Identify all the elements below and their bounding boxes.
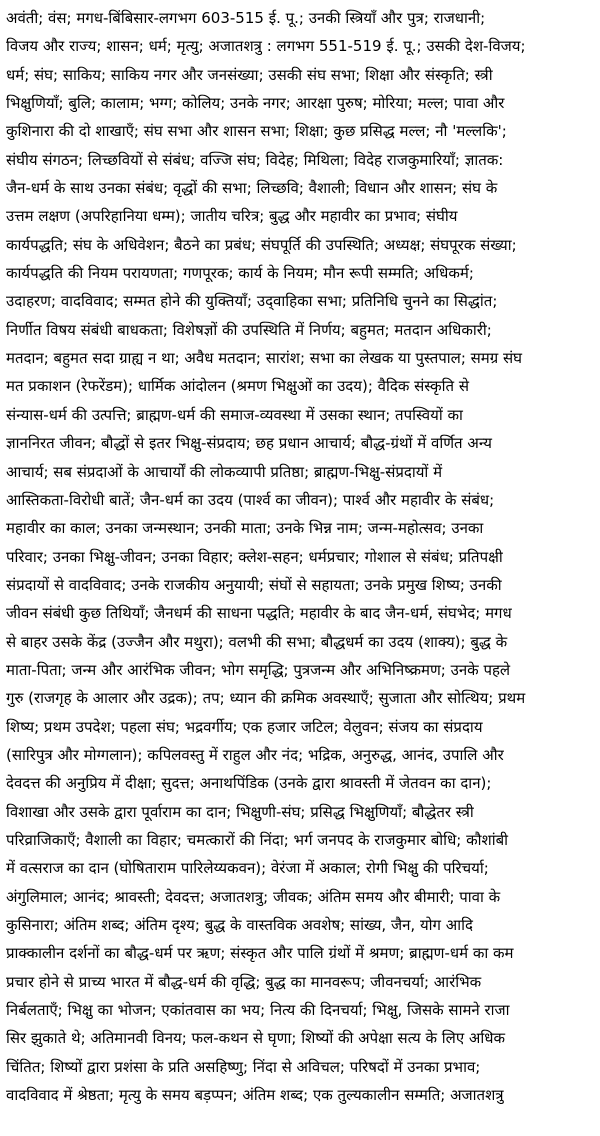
text-line: अवंती; वंस; मगध-बिंबिसार-लगभग 603-515 ई. पू.; उनकी स्त्रियाँ और पुत्र; राजधानी; [6, 9, 486, 27]
text-line: संप्रदायों से वादविवाद; उनके राजकीय अनुयायी; संघों से सहायता; उनके प्रमुख शिष्य; उनकी [6, 575, 502, 594]
text-line: प्राक्कालीन दर्शनों का बौद्ध-धर्म पर ऋण; संस्कृत और पालि ग्रंथों में श्रमण; ब्राह्मण-धर्म का कम [6, 944, 514, 963]
text-line: आचार्य; सब संप्रदाओं के आचार्यों की लोकव्यापी प्रतिष्ठा; ब्राह्मण-भिक्षु-संप्रदायों में [6, 462, 443, 481]
text-line: (सारिपुत्र और मोग्गलान); कपिलवस्तु में राहुल और नंद; भद्रिक, अनुरुद्ध, आनंद, उपालि और [6, 745, 504, 764]
text-line: धर्म; संघ; साकिय; साकिय नगर और जनसंख्या; उसकी संघ सभा; शिक्षा और संस्कृति; स्त्री [6, 65, 493, 84]
text-line: मतदान; बहुमत सदा ग्राह्य न था; अवैध मतदान; सारांश; सभा का लेखक या पुस्तपाल; समग्र संघ [6, 349, 523, 368]
text-line: निर्णीत विषय संबंधी बाधकता; विशेषज्ञों की उपस्थिति में निर्णय; बहुमत; मतदान अधिकारी; [6, 320, 492, 339]
text-line: कुशिनारा की दो शाखाएँ; संघ सभा और शासन सभा; शिक्षा; कुछ प्रसिद्ध मल्ल; नौ 'मल्लकि'; [6, 122, 507, 141]
text-line: आस्तिकता-विरोधी बातें; जैन-धर्म का उदय (पार्श्व का जीवन); पार्श्व और महावीर के संबंध; [6, 490, 495, 509]
text-line: महावीर का काल; उनका जन्मस्थान; उनकी माता; उनके भिन्न नाम; जन्म-महोत्सव; उनका [6, 519, 484, 538]
text-line: संन्यास-धर्म की उत्पत्ति; ब्राह्मण-धर्म की समाज-व्यवस्था में उसका स्थान; तपस्वियों का [6, 405, 463, 424]
text-line: देवदत्त की अनुप्रिय में दीक्षा; सुदत्त; अनाथपिंडिक (उनके द्वारा श्रावस्ती में जेतवन का दान); [6, 774, 492, 793]
body-text [6, 4, 594, 1109]
text-line: वादविवाद में श्रेष्ठता; मृत्यु के समय बड़प्पन; अंतिम शब्द; एक तुल्यकालीन सम्मति; अजातशत्रु [6, 1086, 504, 1105]
text-line: विशाखा और उसके द्वारा पूर्वाराम का दान; भिक्षुणी-संघ; प्रसिद्ध भिक्षुणियाँ; बौद्धेतर स्त्री [6, 802, 474, 821]
text-line: से बाहर उसके केंद्र (उज्जैन और मथुरा); वलभी की सभा; बौद्धधर्म का उदय (शाक्य); बुद्ध के [6, 632, 508, 651]
text-line: संघीय संगठन; लिच्छवियों से संबंध; वज्जि संघ; विदेह; मिथिला; विदेह राजकुमारियाँ; ज्ञातक: [6, 150, 504, 169]
text-line: चिंतित; शिष्यों द्वारा प्रशंसा के प्रति असहिष्णु; निंदा से अविचल; परिषदों में उनका प्रभाव; [6, 1057, 481, 1076]
text-line: अंगुलिमाल; आनंद; श्रावस्ती; देवदत्त; अजातशत्रु; जीवक; अंतिम समय और बीमारी; पावा के [6, 887, 501, 906]
text-line: जीवन संबंधी कुछ तिथियाँ; जैनधर्म की साधना पद्धति; महावीर के बाद जैन-धर्म, संघभेद; मगध [6, 604, 512, 623]
text-line: उत्तम लक्षण (अपरिहानिया धम्म); जातीय चरित्र; बुद्ध और महावीर का प्रभाव; संघीय [6, 207, 458, 226]
text-line: शिष्य; प्रथम उपदेश; पहला संघ; भद्रवर्गीय; एक हजार जटिल; वेलुवन; संजय का संप्रदाय [6, 717, 483, 736]
text-line: उदाहरण; वादविवाद; सम्मत होने की युक्तियाँ; उद्‌वाहिका सभा; प्रतिनिधि चुनने का सिद्धांत; [6, 292, 498, 311]
text-line: मत प्रकाशन (रेफरेंडम); धार्मिक आंदोलन (श्रमण भिक्षुओं का उदय); वैदिक संस्कृति से [6, 377, 469, 396]
text-line: कार्यपद्धति; संघ के अधिवेशन; बैठने का प्रबंध; संघपूर्ति की उपस्थिति; अध्यक्ष; संघपूरक संख्या; [6, 235, 517, 254]
text-line: में वत्सराज का दान (घोषिताराम पारिलेय्यकवन); वेरंजा में अकाल; रोगी भिक्षु की परिचर्या; [6, 859, 489, 878]
text-line: निर्बलताएँ; भिक्षु का भोजन; एकांतवास का भय; नित्य की दिनचर्या; भिक्षु, जिसके सामने राजा [6, 1001, 510, 1020]
text-line: जैन-धर्म के साथ उनका संबंध; वृद्धों की सभा; लिच्छवि; वैशाली; विधान और शासन; संघ के [6, 179, 498, 198]
text-line: ज्ञाननिरत जीवन; बौद्धों से इतर भिक्षु-संप्रदाय; छह प्रधान आचार्य; बौद्ध-ग्रंथों में वर्णित अन्य [6, 434, 492, 453]
text-line: विजय और राज्य; शासन; धर्म; मृत्यु; अजातशत्रु : लगभग 551-519 ई. पू.; उसकी देश-विजय; [6, 37, 526, 56]
text-line: माता-पिता; जन्म और आरंभिक जीवन; भोग समृद्धि; पुत्रजन्म और अभिनिष्क्रमण; उनके पहले [6, 660, 511, 679]
text-line: सिर झुकाते थे; अतिमानवी विनय; फल-कथन से घृणा; शिष्यों की अपेक्षा सत्य के लिए अधिक [6, 1029, 505, 1048]
text-line: कार्यपद्धति की नियम परायणता; गणपूरक; कार्य के नियम; मौन रूपी सम्मति; अधिकर्म; [6, 264, 474, 283]
text-line: गुरु (राजगृह के आलार और उद्रक); तप; ध्यान की क्रमिक अवस्थाएँ; सुजाता और सोत्थिय; प्रथम [6, 689, 526, 708]
text-line: कुसिनारा; अंतिम शब्द; अंतिम दृश्य; बुद्ध के वास्तविक अवशेष; सांख्य, जैन, योग आदि [6, 916, 473, 934]
text-line: प्रचार होने से प्राच्य भारत में बौद्ध-धर्म की वृद्धि; बुद्ध का मानवरूप; जीवनचर्या; आरंभिक [6, 972, 482, 991]
text-line: परिव्राजिकाएँ; वैशाली का विहार; चमत्कारों की निंदा; भर्ग जनपद के राजकुमार बोधि; कौशांबी [6, 830, 509, 849]
text-line: परिवार; उनका भिक्षु-जीवन; उनका विहार; क्लेश-सहन; धर्मप्रचार; गोशाल से संबंध; प्रतिपक्षी [6, 547, 503, 566]
text-line: भिक्षुणियाँ; बुलि; कालाम; भग्ग; कोलिय; उनके नगर; आरक्षा पुरुष; मोरिया; मल्ल; पावा और [6, 94, 505, 113]
